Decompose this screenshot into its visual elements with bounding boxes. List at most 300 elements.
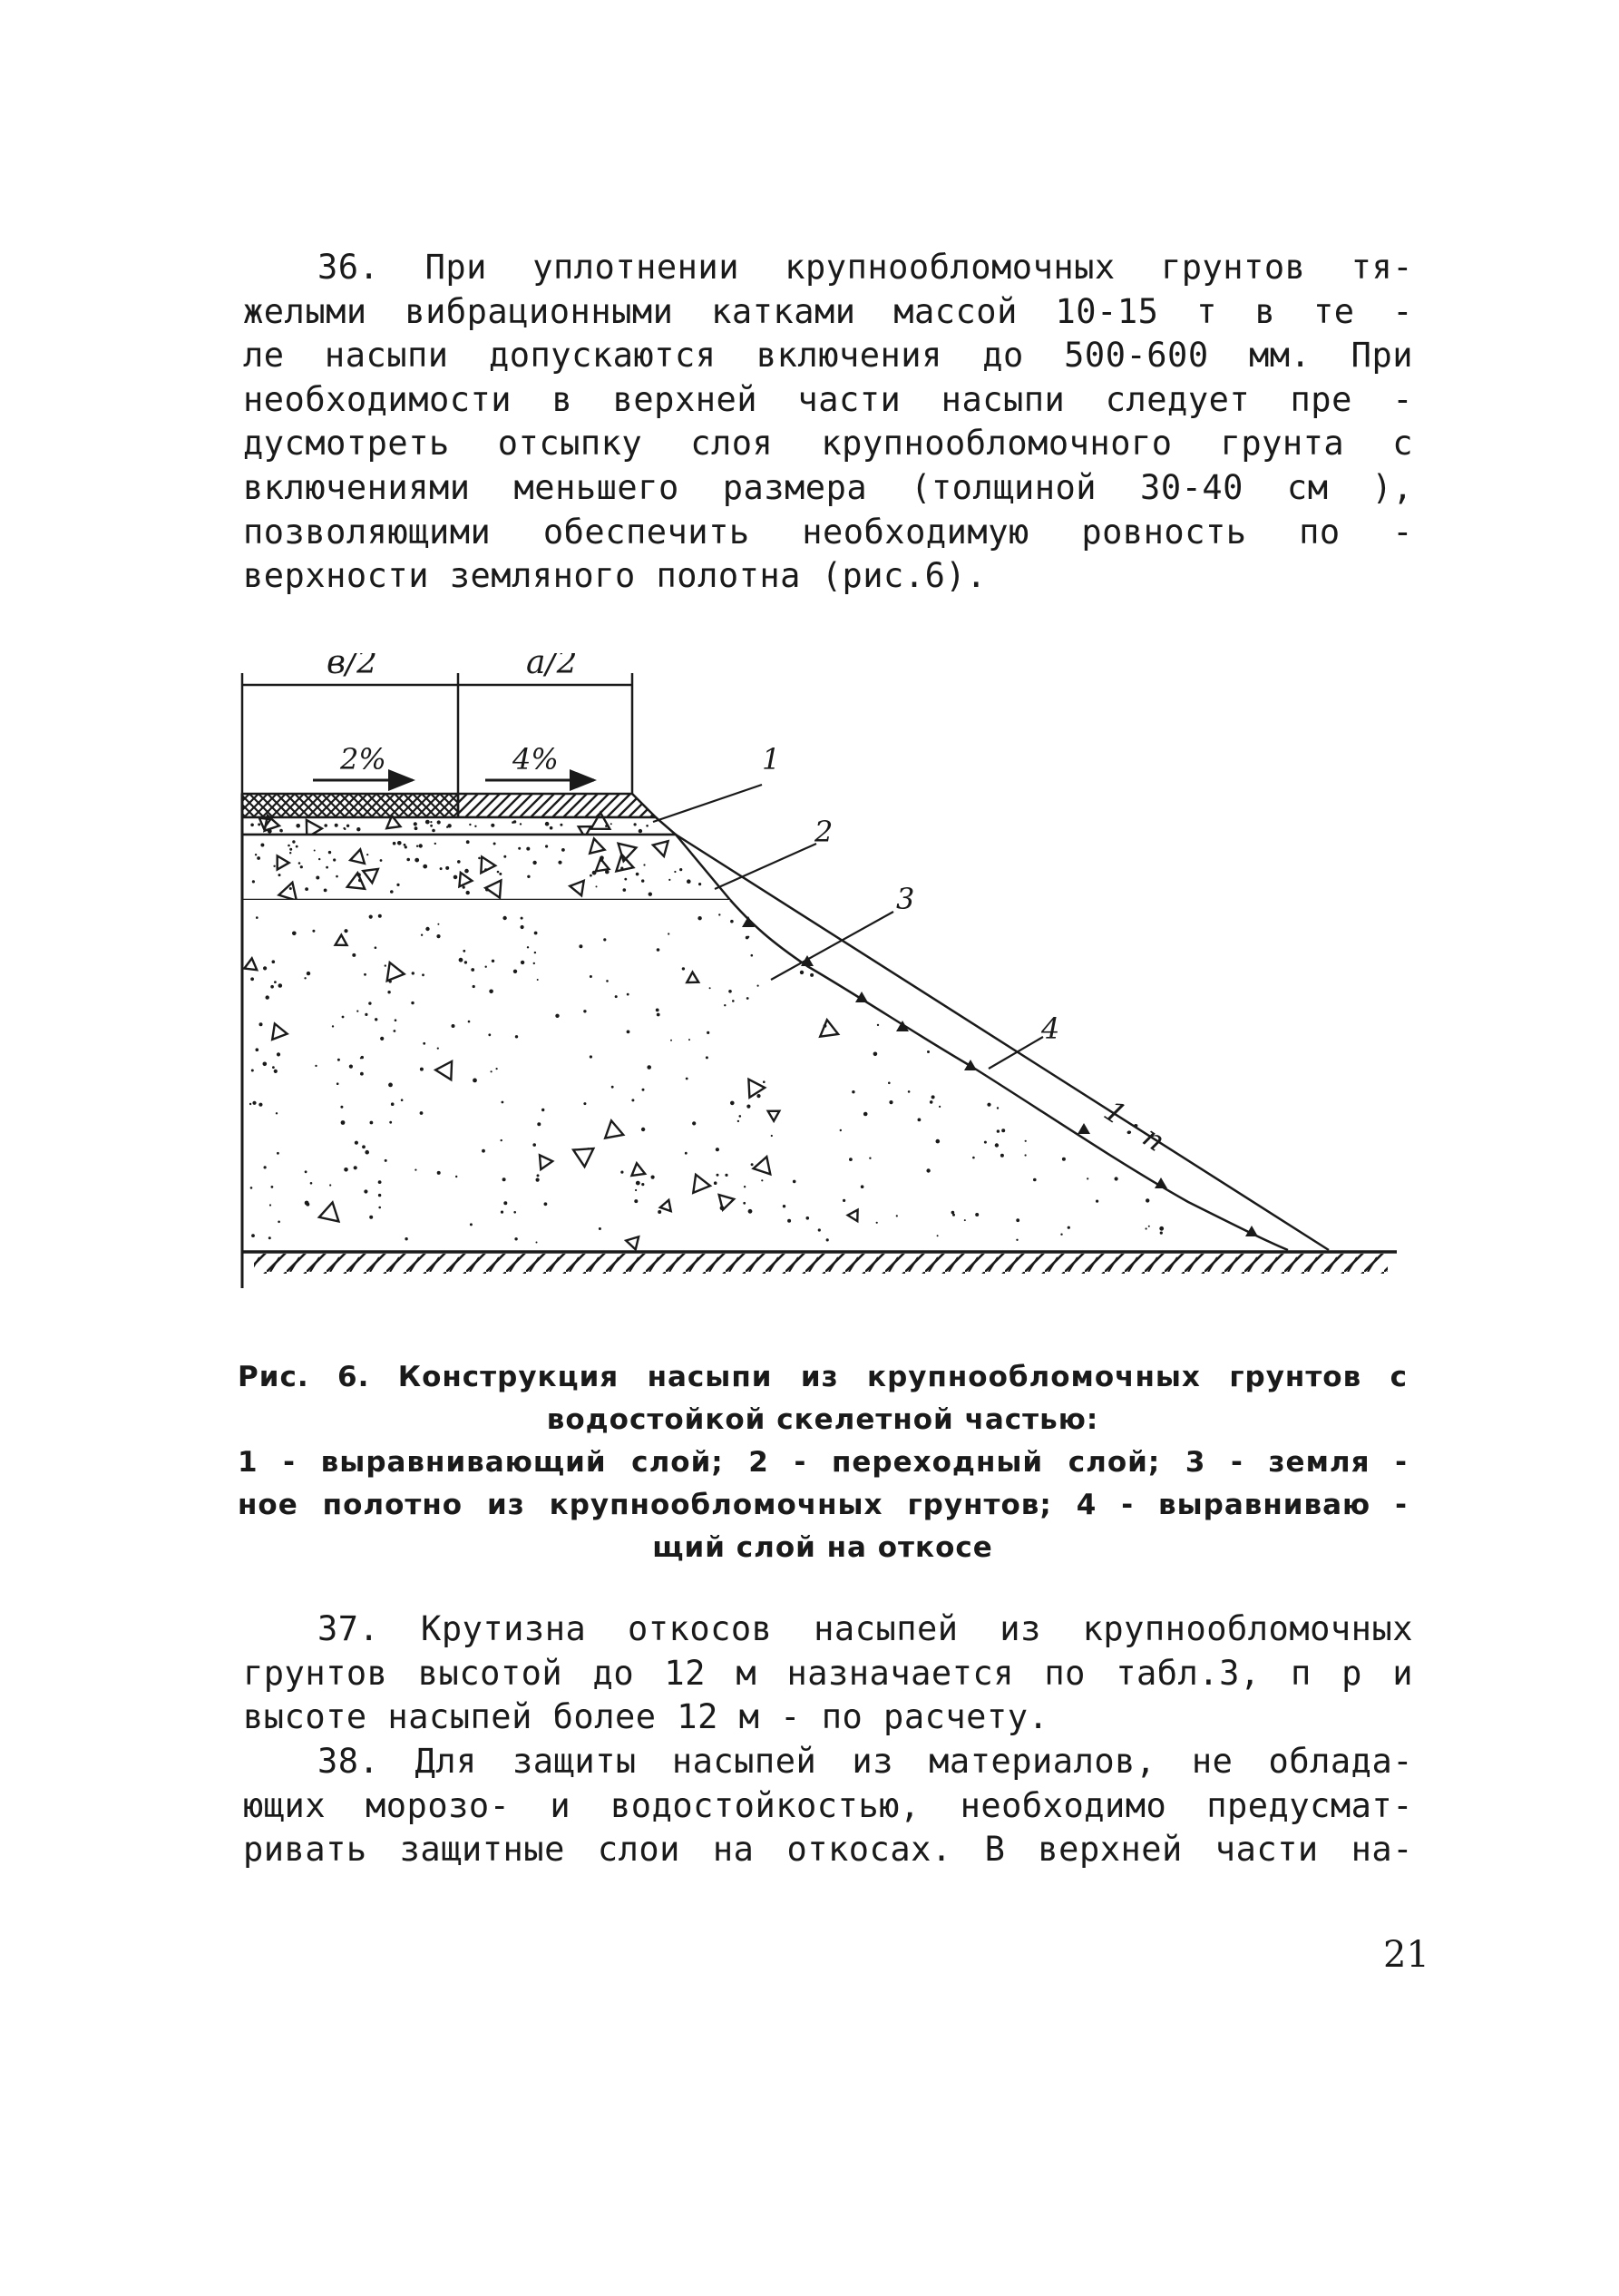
- soil-dot: [457, 860, 461, 864]
- soil-dot: [610, 823, 612, 825]
- soil-dot: [452, 1024, 455, 1028]
- soil-dot: [1096, 1200, 1098, 1203]
- soil-dot: [763, 1080, 766, 1083]
- soil-dot: [746, 1105, 750, 1109]
- soil-dot: [1000, 1154, 1004, 1158]
- soil-dot: [852, 1090, 854, 1093]
- pavement-hatched-layer: [458, 794, 656, 817]
- soil-dot: [468, 1021, 471, 1023]
- soil-dot: [501, 1139, 502, 1141]
- soil-dot: [647, 1065, 651, 1070]
- soil-dot: [714, 1181, 717, 1185]
- soil-dot: [590, 874, 592, 877]
- soil-dot: [396, 884, 399, 886]
- soil-dot: [526, 847, 530, 851]
- callout-2-leader: [715, 844, 816, 889]
- soil-dot: [332, 1025, 334, 1027]
- soil-dot: [936, 1139, 941, 1144]
- soil-dot: [611, 1086, 614, 1089]
- slope-stone-mark: [1078, 1123, 1090, 1134]
- soil-dot: [344, 1168, 348, 1172]
- soil-dot: [369, 1216, 373, 1219]
- soil-dot: [466, 891, 470, 894]
- soil-dot: [274, 981, 277, 983]
- soil-dot: [997, 1107, 999, 1109]
- soil-dot: [430, 821, 432, 823]
- soil-dot: [1148, 1226, 1150, 1227]
- soil-dot: [314, 850, 316, 852]
- soil-dot: [471, 968, 474, 972]
- soil-dot: [414, 822, 417, 826]
- cross-slope-right-label: 4%: [512, 742, 559, 777]
- soil-dot: [340, 1106, 343, 1109]
- soil-dot: [368, 1001, 371, 1004]
- soil-dot: [356, 1011, 358, 1012]
- soil-dot: [305, 887, 308, 891]
- soil-dot: [421, 934, 423, 936]
- soil-dot: [466, 840, 470, 844]
- soil-dot: [679, 868, 682, 871]
- soil-dot: [274, 1070, 278, 1073]
- soil-dot: [378, 1194, 381, 1197]
- soil-dot: [520, 823, 522, 825]
- text-line: грунтов высотой до 12 м назначается по табл.3, п р и: [243, 1653, 1413, 1693]
- soil-dot: [606, 980, 609, 982]
- soil-dot: [545, 822, 550, 826]
- soil-dot: [316, 876, 319, 880]
- soil-dot: [437, 1171, 441, 1175]
- soil-dot: [464, 961, 467, 963]
- soil-dot: [656, 1009, 659, 1012]
- soil-dot: [326, 866, 328, 869]
- soil-dot: [336, 875, 338, 878]
- soil-dot: [918, 1119, 922, 1122]
- soil-dot: [718, 914, 720, 915]
- soil-dot: [503, 1201, 507, 1205]
- soil-dot: [545, 845, 548, 847]
- soil-dot: [686, 1078, 688, 1080]
- caption-line: Рис. 6. Конструкция насыпи из крупнообломочных грунтов с: [238, 1361, 1408, 1393]
- soil-dot: [264, 1166, 267, 1168]
- soil-dot: [537, 979, 539, 981]
- soil-dot: [307, 972, 310, 975]
- soil-dot: [388, 1083, 393, 1088]
- soil-dot: [385, 1159, 387, 1162]
- soil-dot: [395, 1019, 397, 1021]
- page-number: 21: [1383, 1934, 1429, 1976]
- text-line: включениями меньшего размера (толщиной 30-40 см ),: [243, 467, 1413, 507]
- soil-dot: [493, 843, 496, 845]
- soil-dot: [263, 1062, 268, 1067]
- soil-dot: [849, 1158, 853, 1161]
- soil-dot: [544, 1202, 548, 1206]
- soil-dot: [292, 932, 297, 936]
- callout-3-label: 3: [896, 882, 915, 916]
- text-line: верхности земляного полотна (рис.6).: [243, 556, 987, 596]
- soil-dot: [537, 1122, 541, 1126]
- soil-dot: [394, 1030, 396, 1032]
- soil-dot: [434, 843, 436, 845]
- soil-dot: [470, 1223, 473, 1226]
- soil-dot: [454, 875, 458, 880]
- soil-dot: [352, 953, 356, 957]
- soil-dot: [730, 1101, 735, 1106]
- soil-dot: [534, 952, 536, 953]
- soil-dot: [420, 1111, 424, 1115]
- soil-dot: [263, 966, 267, 970]
- soil-dot: [341, 1120, 346, 1125]
- soil-dot: [1160, 1232, 1163, 1235]
- soil-dot: [378, 1207, 381, 1209]
- soil-dot: [751, 1163, 754, 1166]
- soil-dot: [1025, 1154, 1027, 1156]
- soil-dot: [385, 964, 386, 966]
- soil-dot: [292, 840, 295, 843]
- soil-dot: [436, 934, 440, 938]
- soil-dot: [416, 845, 418, 847]
- soil-dot: [355, 1141, 358, 1145]
- soil-dot: [278, 1221, 280, 1224]
- soil-dot: [641, 1183, 644, 1186]
- soil-dot: [728, 990, 732, 993]
- soil-dot: [512, 821, 514, 824]
- soil-dot: [716, 1148, 719, 1151]
- soil-dot: [273, 865, 275, 867]
- embankment-body: [242, 900, 1252, 1252]
- paragraph-36: [243, 246, 1413, 599]
- soil-dot: [272, 1066, 275, 1069]
- soil-dot: [474, 826, 476, 827]
- soil-dot: [771, 1135, 773, 1137]
- soil-dot: [1062, 1158, 1066, 1161]
- soil-dot: [380, 1037, 384, 1041]
- soil-dot: [360, 1072, 364, 1076]
- paragraph-37: [243, 1607, 1413, 1740]
- soil-dot: [706, 1056, 708, 1059]
- soil-dot: [249, 1103, 251, 1105]
- soil-dot: [657, 1013, 660, 1017]
- soil-dot: [651, 1176, 655, 1179]
- soil-dot: [312, 930, 315, 933]
- soil-dot: [499, 873, 502, 875]
- soil-dot: [356, 827, 360, 831]
- soil-dot: [1016, 1239, 1018, 1241]
- soil-dot: [337, 1059, 340, 1061]
- soil-dot: [425, 820, 430, 825]
- soil-dot: [873, 1052, 878, 1057]
- soil-dot: [296, 845, 298, 848]
- soil-dot: [513, 1211, 516, 1214]
- embankment-figure: [227, 653, 1424, 1319]
- soil-dot: [1025, 1140, 1027, 1142]
- soil-dot: [541, 1109, 544, 1111]
- soil-dot: [783, 1205, 785, 1207]
- soil-dot: [455, 1176, 457, 1177]
- soil-dot: [888, 1082, 891, 1085]
- soil-dot: [748, 1209, 753, 1214]
- soil-dot: [627, 1031, 630, 1034]
- soil-dot: [405, 1237, 407, 1240]
- text-line: ле насыпи допускаются включения до 500-600 мм. При: [243, 336, 1413, 376]
- soil-dot: [369, 915, 373, 919]
- pavement-crosshatch-layer: [242, 794, 458, 817]
- soil-dot: [877, 1024, 879, 1026]
- soil-dot: [370, 1121, 374, 1125]
- soil-dot: [536, 1242, 538, 1244]
- soil-dot: [636, 1181, 640, 1186]
- soil-dot: [328, 851, 331, 854]
- soil-dot: [375, 946, 377, 949]
- soil-dot: [1159, 1226, 1164, 1231]
- soil-dot: [707, 1031, 709, 1034]
- soil-dot: [964, 1219, 966, 1221]
- text-line: 36. При уплотнении крупнообломочных грунтов тя-: [317, 248, 1413, 287]
- soil-dot: [649, 893, 652, 896]
- soil-dot: [405, 845, 407, 848]
- soil-dot: [756, 1094, 760, 1098]
- soil-dot: [362, 1145, 366, 1148]
- soil-dot: [298, 862, 301, 865]
- soil-dot: [927, 1050, 930, 1053]
- soil-dot: [346, 825, 349, 827]
- soil-dot: [361, 1056, 364, 1059]
- soil-dot: [378, 914, 382, 918]
- soil-dot: [668, 933, 669, 934]
- caption-line: 1 - выравнивающий слой; 2 - переходный слой; 3 - земля -: [238, 1446, 1408, 1479]
- soil-dot: [430, 825, 433, 827]
- callout-1-leader: [653, 785, 762, 822]
- soil-dot: [926, 1168, 930, 1172]
- soil-dot: [445, 866, 449, 870]
- soil-dot: [743, 1202, 746, 1205]
- soil-dot: [688, 1039, 690, 1041]
- soil-dot: [375, 1018, 377, 1021]
- soil-dot: [730, 920, 734, 923]
- soil-dot: [596, 885, 598, 887]
- soil-dot: [437, 1048, 439, 1050]
- soil-dot: [513, 970, 517, 973]
- soil-dot: [491, 1070, 493, 1072]
- soil-dot: [668, 879, 670, 881]
- soil-dot: [324, 889, 327, 893]
- soil-dot: [514, 1237, 517, 1240]
- soil-dot: [579, 944, 582, 948]
- soil-dot: [583, 1102, 586, 1105]
- text-line: желыми вибрационными катками массой 10-15 т в те -: [243, 291, 1413, 331]
- soil-dot: [256, 1048, 259, 1051]
- soil-dot: [536, 1178, 540, 1182]
- soil-dot: [642, 1089, 645, 1091]
- soil-dot: [415, 858, 419, 863]
- soil-dot: [329, 1184, 331, 1186]
- soil-dot: [488, 1033, 491, 1036]
- soil-dot: [289, 887, 292, 890]
- soil-dot: [478, 857, 481, 860]
- soil-dot: [269, 1204, 271, 1206]
- soil-dot: [641, 879, 644, 882]
- soil-dot: [603, 938, 606, 941]
- soil-dot: [502, 1177, 506, 1181]
- soil-dot: [447, 824, 451, 827]
- soil-dot: [937, 1235, 939, 1236]
- text-line: ривать защитные слои на откосах. В верхней части на-: [243, 1830, 1413, 1870]
- soil-dot: [503, 855, 506, 858]
- text-line: ющих морозо- и водостойкостью, необходимо предусмат-: [243, 1785, 1413, 1825]
- paragraph-38: [243, 1740, 1413, 1872]
- soil-dot: [951, 1211, 955, 1215]
- soil-dot: [289, 852, 291, 854]
- soil-dot: [380, 859, 383, 862]
- soil-dot: [972, 1157, 975, 1159]
- soil-dot: [387, 991, 390, 993]
- soil-dot: [682, 967, 685, 970]
- soil-dot: [256, 916, 258, 919]
- soil-dot: [527, 875, 530, 878]
- soil-dot: [737, 1120, 739, 1122]
- soil-dot: [336, 1082, 339, 1085]
- soil-dot: [496, 1068, 498, 1070]
- text-line: 37. Крутизна откосов насыпей из крупнообломочных: [317, 1609, 1413, 1648]
- soil-dot: [515, 1035, 518, 1038]
- text-line: необходимости в верхней части насыпи следует пре -: [243, 379, 1413, 419]
- soil-dot: [800, 971, 804, 974]
- soil-dot: [657, 948, 660, 952]
- soil-dot: [270, 985, 274, 989]
- soil-dot: [687, 879, 691, 884]
- soil-dot: [751, 954, 754, 957]
- soil-dot: [534, 932, 538, 935]
- soil-dot: [278, 983, 283, 988]
- soil-dot: [818, 1228, 821, 1231]
- soil-dot: [390, 890, 394, 894]
- soil-dot: [482, 1149, 485, 1153]
- soil-dot: [255, 854, 257, 855]
- soil-dot: [419, 844, 423, 847]
- soil-dot: [271, 1186, 274, 1188]
- text-line: позволяющими обеспечить необходимую ровность по -: [243, 512, 1413, 552]
- soil-dot: [1146, 1227, 1147, 1229]
- soil-dot: [1060, 1234, 1062, 1236]
- soil-dot: [437, 923, 439, 925]
- soil-dot: [464, 869, 469, 874]
- soil-dot: [634, 1199, 638, 1203]
- soil-dot: [1146, 1198, 1149, 1202]
- soil-dot: [1087, 1177, 1088, 1179]
- soil-dot: [365, 1150, 369, 1155]
- soil-dot: [277, 1152, 279, 1155]
- soil-dot: [268, 1236, 271, 1239]
- text-line: высоте насыпей более 12 м - по расчету.: [243, 1697, 1049, 1737]
- soil-dot: [658, 1210, 661, 1214]
- soil-dot: [366, 854, 368, 855]
- soil-dot: [646, 825, 649, 827]
- ground-hatching: [254, 1254, 1388, 1274]
- soil-dot: [724, 1004, 726, 1006]
- soil-dot: [810, 973, 814, 977]
- soil-dot: [277, 1052, 280, 1056]
- soil-dot: [1016, 1218, 1019, 1222]
- soil-dot: [697, 916, 701, 920]
- soil-dot: [709, 987, 711, 989]
- soil-dot: [423, 1042, 425, 1045]
- soil-dot: [685, 1152, 688, 1155]
- soil-dot: [869, 1158, 871, 1159]
- figure-caption: [238, 1356, 1408, 1569]
- callout-2-label: 2: [814, 815, 834, 849]
- soil-dot: [532, 1143, 536, 1147]
- soil-dot: [806, 1216, 810, 1220]
- soil-dot: [502, 1101, 504, 1104]
- soil-dot: [266, 995, 269, 999]
- soil-dot: [344, 828, 346, 830]
- soil-dot: [537, 1174, 540, 1177]
- soil-dot: [744, 1186, 746, 1187]
- soil-dot: [251, 1234, 255, 1237]
- dim-label-b-half: в/2: [327, 653, 377, 681]
- soil-dot: [987, 1103, 990, 1107]
- soil-dot: [643, 864, 645, 865]
- soil-dot: [473, 985, 475, 988]
- soil-dot: [391, 1102, 395, 1106]
- soil-dot: [840, 1129, 842, 1131]
- soil-dot: [364, 973, 366, 976]
- soil-dot: [305, 1201, 309, 1206]
- soil-dot: [425, 927, 429, 931]
- soil-dot: [590, 975, 592, 978]
- soil-dot: [826, 1238, 829, 1241]
- soil-dot: [532, 861, 536, 865]
- soil-dot: [861, 1185, 864, 1188]
- soil-dot: [930, 1100, 933, 1104]
- soil-dot: [252, 1101, 256, 1105]
- soil-dot: [518, 847, 521, 850]
- soil-dot: [349, 1065, 353, 1069]
- callout-4-label: 4: [1041, 1011, 1060, 1046]
- soil-dot: [422, 973, 424, 976]
- soil-dot: [634, 823, 637, 826]
- soil-dot: [1068, 1226, 1070, 1229]
- soil-dot: [432, 829, 435, 833]
- soil-dot: [411, 1001, 414, 1004]
- soil-dot: [497, 871, 500, 874]
- slope-ratio-label: 1 : n: [1097, 1093, 1172, 1158]
- soil-dot: [489, 990, 493, 994]
- soil-dot: [931, 1095, 935, 1099]
- soil-dot: [304, 977, 306, 979]
- soil-dot: [318, 858, 320, 860]
- soil-dot: [533, 962, 535, 964]
- soil-dot: [404, 844, 406, 846]
- soil-dot: [876, 1222, 878, 1224]
- soil-dot: [333, 858, 336, 861]
- soil-dot: [732, 1000, 735, 1002]
- soil-dot: [378, 1180, 382, 1184]
- soil-dot: [599, 1227, 601, 1230]
- soil-dot: [939, 1106, 941, 1108]
- soil-dot: [636, 873, 639, 876]
- soil-dot: [793, 1180, 796, 1184]
- soil-dot: [289, 848, 292, 851]
- soil-dot: [843, 1199, 845, 1202]
- soil-dot: [305, 1170, 307, 1173]
- soil-dot: [560, 824, 562, 826]
- soil-dot: [761, 1179, 763, 1181]
- soil-dot: [997, 1129, 1000, 1132]
- soil-dot: [415, 1169, 416, 1171]
- soil-dot: [278, 874, 281, 876]
- soil-dot: [415, 826, 418, 830]
- soil-dot: [250, 977, 254, 981]
